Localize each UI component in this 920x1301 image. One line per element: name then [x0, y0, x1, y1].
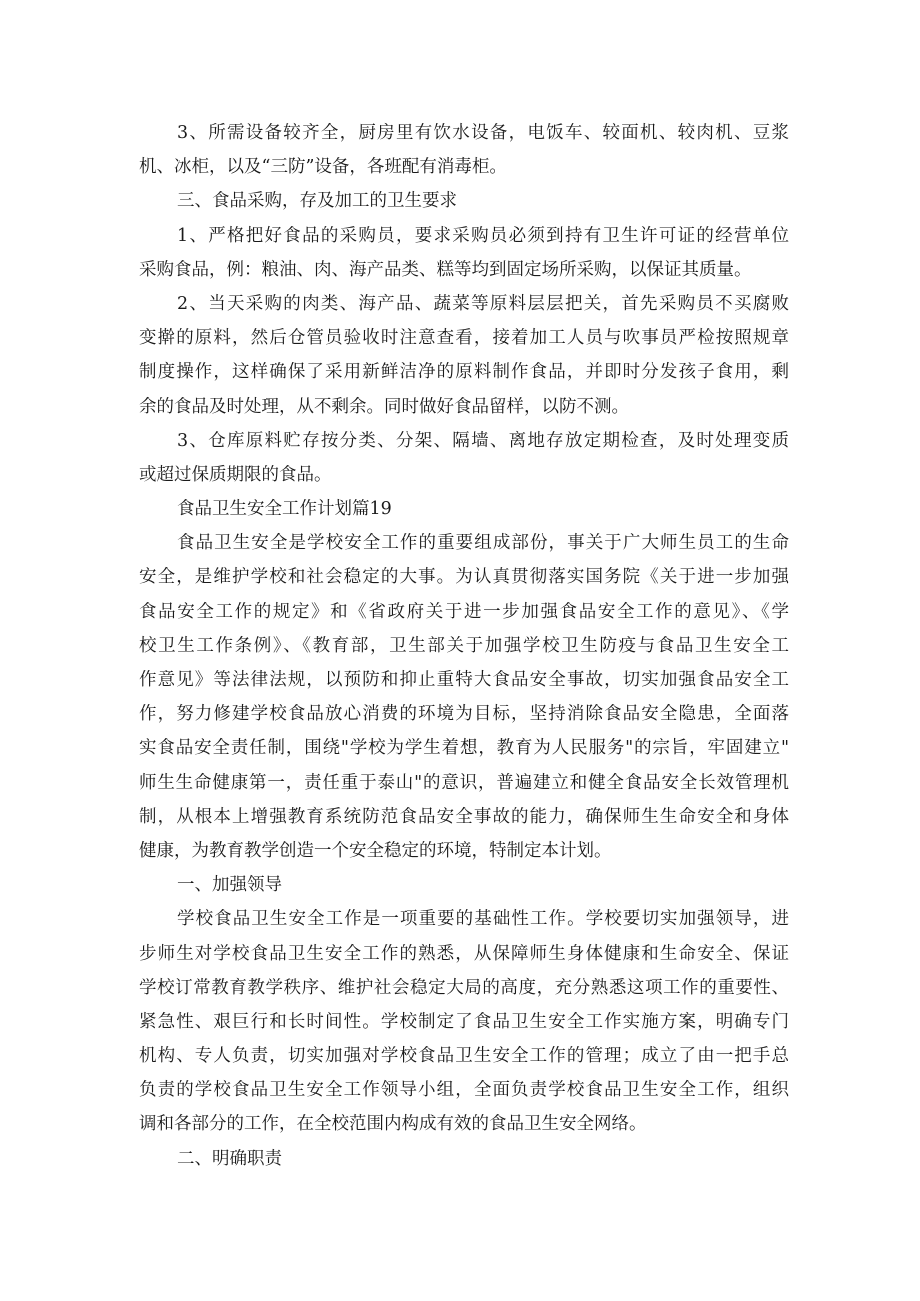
- heading-text: 一、加强领导: [177, 875, 282, 896]
- heading-text: 三、食品采购，存及加工的卫生要求: [177, 191, 457, 212]
- paragraph-daily-purchase: [139, 287, 789, 424]
- heading-text: 食品卫生安全工作计划篇19: [177, 499, 392, 520]
- paragraph-warehouse: [139, 424, 789, 492]
- text-line: 步师生对学校食品卫生安全工作的熟悉，从保障师生身体健康和生命安全、保证: [139, 943, 789, 964]
- text-line: 变擀的原料，然后仓管员验收时注意查看，接着加工人员与吹事员严检按照规章: [139, 328, 789, 349]
- text-line: 机、冰柜，以及“三防”设备，各班配有消毒柜。: [139, 157, 507, 178]
- text-line: 作意见》等法律法规，以预防和抑止重特大食品安全事故，切实加强食品安全工: [139, 670, 789, 690]
- heading-text: 二、明确职责: [177, 1148, 282, 1169]
- paragraph-plan-intro: [139, 526, 789, 868]
- text-line: 制度操作，这样确保了采用新鲜洁净的原料制作食品，并即时分发孩子食用，剩: [139, 362, 789, 383]
- paragraph-leadership: [139, 902, 789, 1141]
- text-line: 校卫生工作条例》、《教育部，卫生部关于加强学校卫生防疫与食品卫生安全工: [139, 635, 789, 656]
- section-heading-purchase-hygiene: [139, 184, 789, 218]
- text-line: 3、仓库原料贮存按分类、分架、隔墙、离地存放定期检查，及时处理变质: [177, 430, 789, 451]
- text-line: 或超过保质期限的食品。: [139, 464, 332, 485]
- text-line: 余的食品及时处理，从不剩余。同时做好食品留样，以防不测。: [139, 396, 629, 417]
- text-line: 作，努力修建学校食品放心消费的环境为目标，坚持消除食品安全隐患，全面落: [139, 704, 789, 725]
- paragraph-equipment: [139, 116, 789, 184]
- text-line: 食品卫生安全是学校安全工作的重要组成部份，事关于广大师生员工的生命: [177, 533, 789, 554]
- text-line: 健康，为教育教学创造一个安全稳定的环境，特制定本计划。: [139, 840, 612, 861]
- text-line: 食品安全工作的规定》和《省政府关于进一步加强食品安全工作的意见》、《学: [139, 601, 789, 622]
- text-line: 实食品安全责任制，围绕"学校为学生着想，教育为人民服务"的宗旨，牢固建立": [139, 738, 789, 759]
- section-heading-plan-19: [139, 492, 789, 526]
- text-line: 机构、专人负责，切实加强对学校食品卫生安全工作的管理；成立了由一把手总: [139, 1046, 789, 1067]
- section-heading-leadership: [139, 868, 789, 902]
- text-line: 1、严格把好食品的采购员，要求采购员必须到持有卫生许可证的经营单位: [177, 225, 789, 246]
- text-line: 调和各部分的工作，在全校范围内构成有效的食品卫生安全网络。: [139, 1114, 647, 1135]
- text-line: 安全，是维护学校和社会稳定的大事。为认真贯彻落实国务院《关于进一步加强: [139, 567, 789, 588]
- text-line: 学校食品卫生安全工作是一项重要的基础性工作。学校要切实加强领导，进: [177, 909, 789, 930]
- paragraph-purchaser: [139, 219, 789, 287]
- section-heading-responsibilities: [139, 1142, 789, 1176]
- text-line: 师生生命健康第一，责任重于泰山"的意识，普遍建立和健全食品安全长效管理机: [139, 772, 789, 793]
- text-line: 负责的学校食品卫生安全工作领导小组，全面负责学校食品卫生安全工作，组织: [139, 1080, 789, 1101]
- text-line: 制，从根本上增强教育系统防范食品安全事故的能力，确保师生生命安全和身体: [139, 806, 789, 827]
- text-line: 3、所需设备较齐全，厨房里有饮水设备，电饭车、较面机、较肉机、豆浆: [177, 123, 789, 143]
- text-line: 紧急性、艰巨行和长时间性。学校制定了食品卫生安全工作实施方案，明确专门: [139, 1011, 789, 1032]
- text-line: 学校订常教育教学秩序、维护社会稳定大局的高度，充分熟悉这项工作的重要性、: [139, 977, 789, 998]
- document-body: [139, 116, 789, 1176]
- text-line: 采购食品，例：粮油、肉、海产品类、糕等均到固定场所采购，以保证其质量。: [139, 259, 752, 280]
- text-line: 2、当天采购的肉类、海产品、蔬菜等原料层层把关，首先采购员不买腐败: [177, 293, 789, 314]
